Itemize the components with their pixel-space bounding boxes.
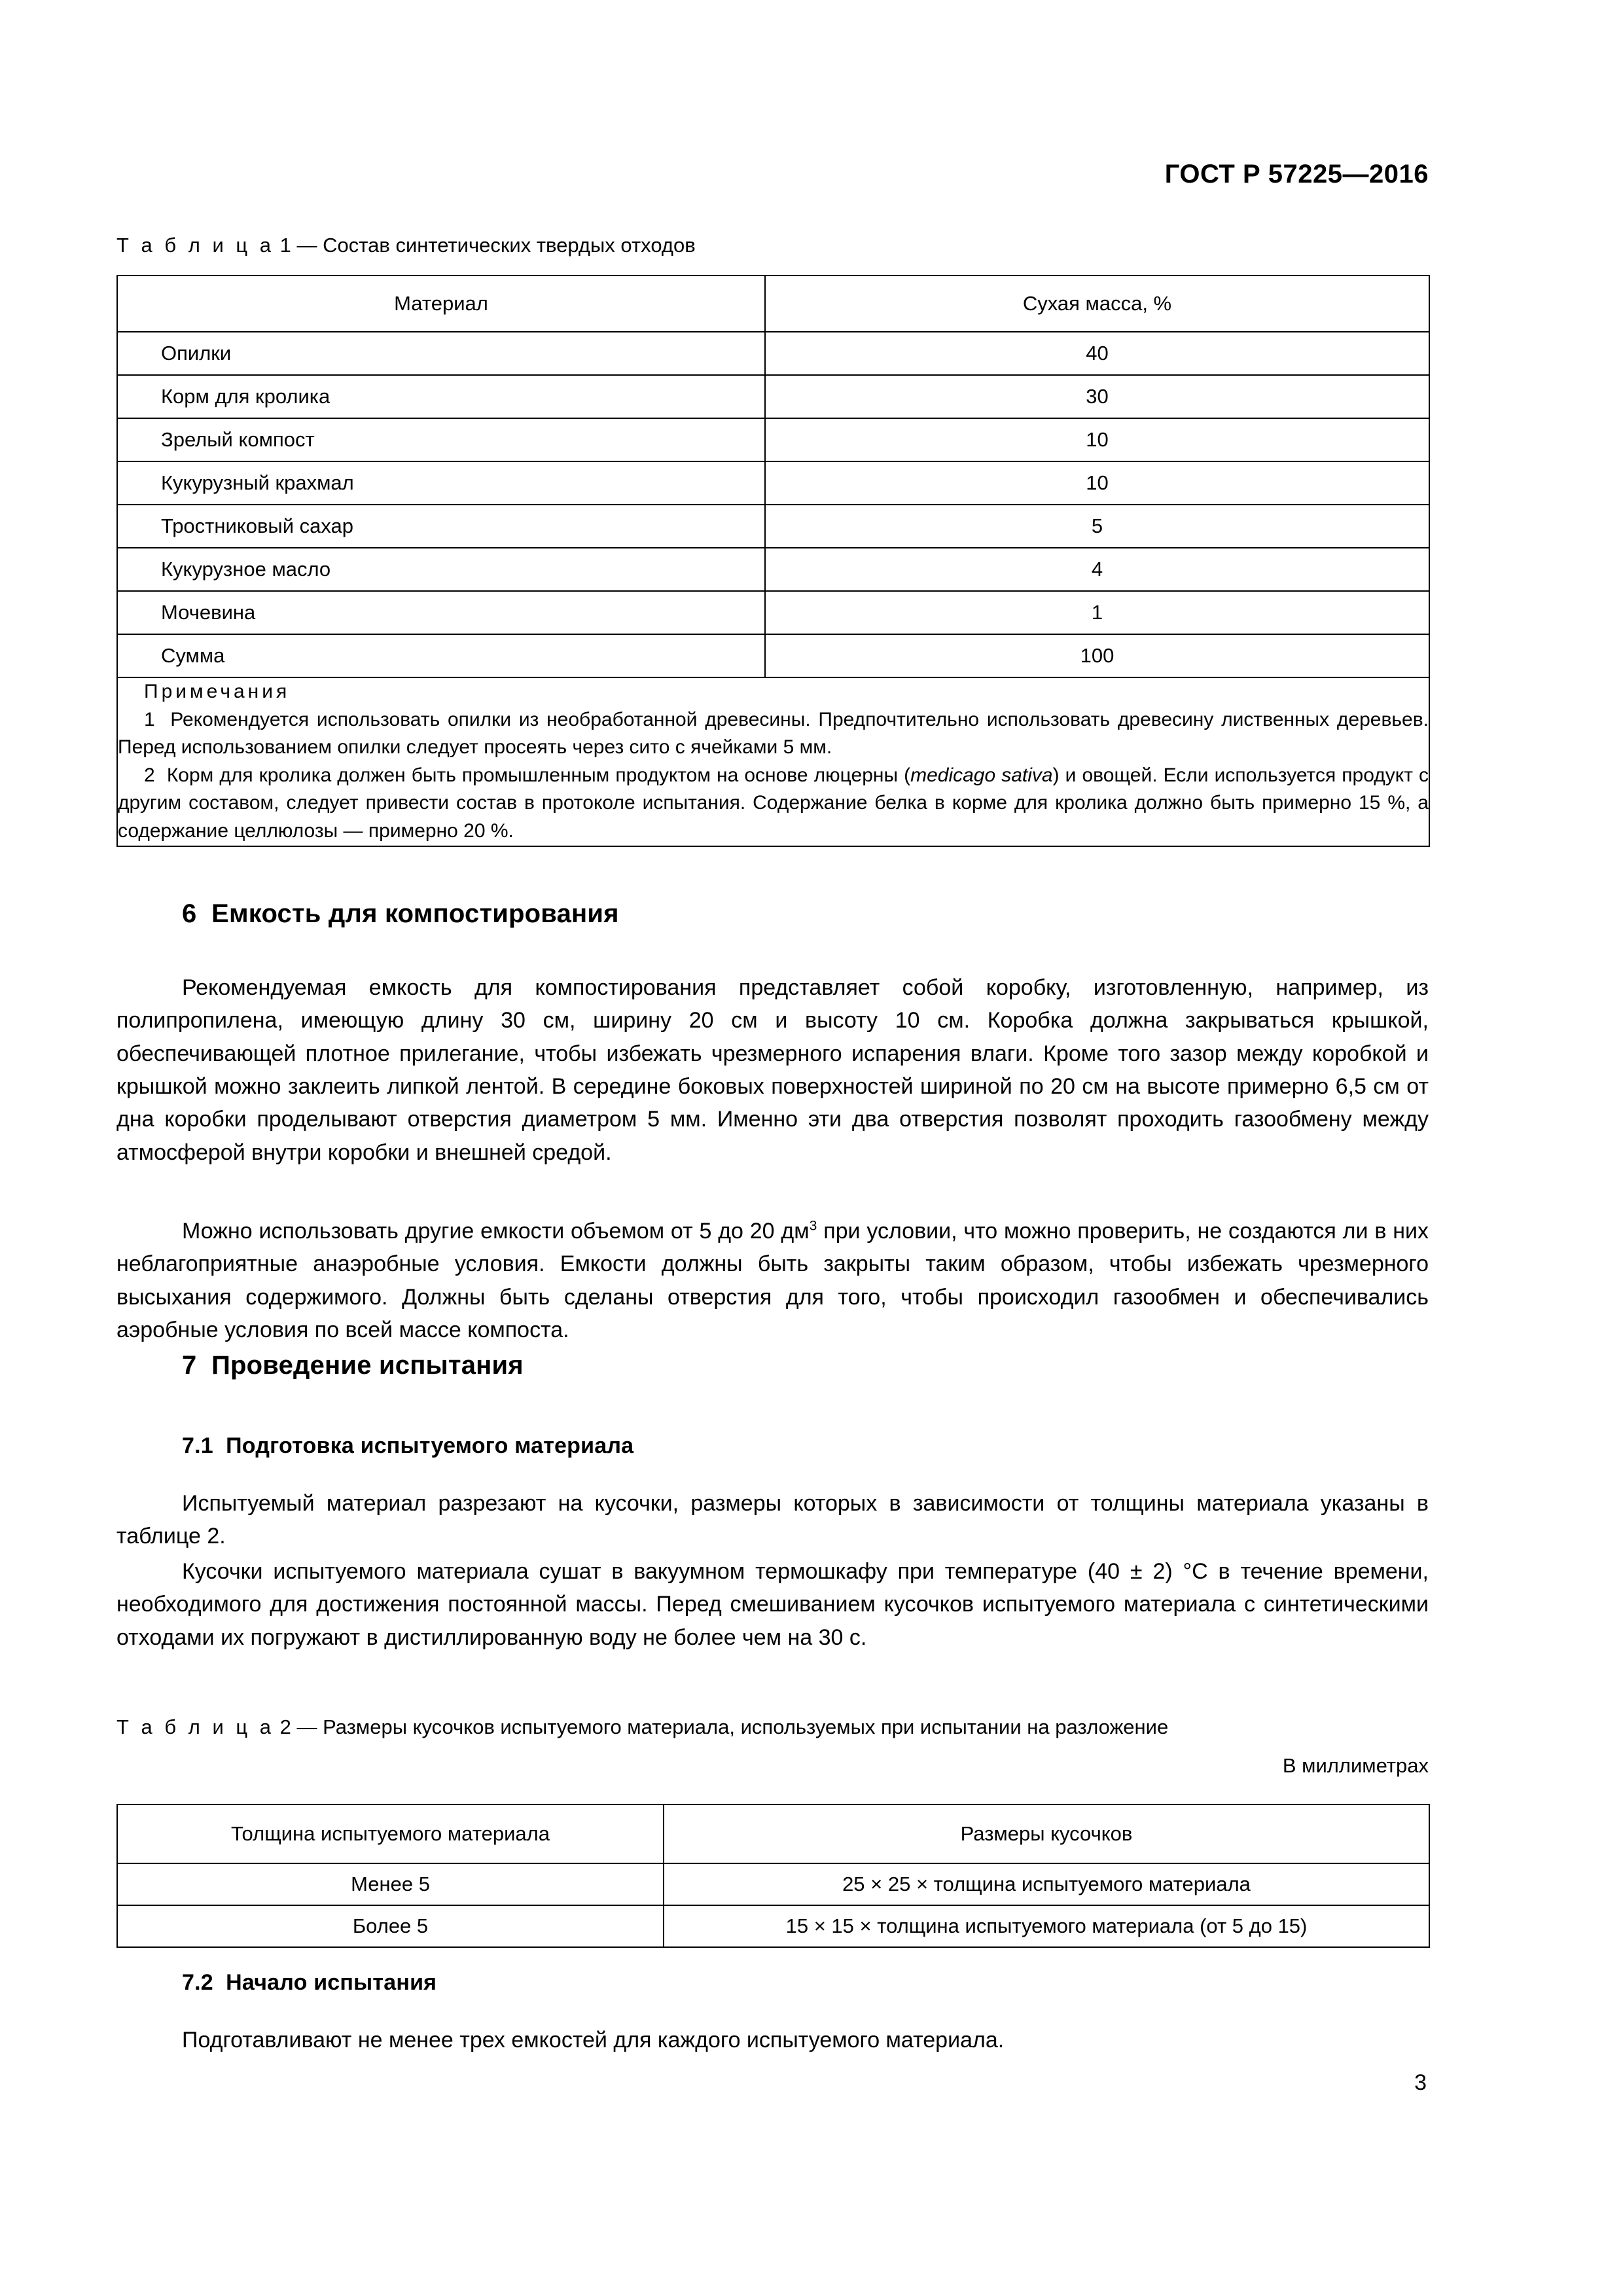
paragraph-text: Подготавливают не менее трех емкостей для каждого испытуемого материала. xyxy=(182,2028,1005,2053)
cubic-decimeter-superscript: 3 xyxy=(809,1218,817,1234)
note-2-species-name: medicago sativa xyxy=(910,764,1053,786)
table2-grid xyxy=(116,1804,1430,1948)
table2 xyxy=(116,1804,1430,1948)
section-7-heading xyxy=(116,1351,524,1380)
section-7-2-title: Начало испытания xyxy=(226,1970,437,1995)
table1-cell-drymass: 4 xyxy=(765,548,1429,591)
paragraph-text: Кусочки испытуемого материала сушат в вакуумном термошкафу при температуре (40 ± 2) °C в течение времени, необходимого для достижения постоянной массы. Перед смешиванием кусочков испытуемого материала с синтетическими отходами их погружают в дистиллированную воду не более чем на 30 с. xyxy=(116,1559,1429,1650)
note-2-text-part2: ) и овощей. Если используется продукт с другим составом, следует привести состав в протоколе испытания. Содержание белка в корме для кролика должно быть примерно 15 %, а содержание целлюлозы — примерно 20 %. xyxy=(118,764,1429,842)
table2-cell-thickness: Более 5 xyxy=(117,1905,664,1947)
table-row xyxy=(117,418,1429,461)
section-7-1-paragraph-2 xyxy=(116,1555,1429,1654)
table-row xyxy=(117,505,1429,548)
running-header: ГОСТ Р 57225—2016 xyxy=(1164,160,1429,188)
table-row xyxy=(117,375,1429,418)
table1-cell-drymass: 10 xyxy=(765,418,1429,461)
table1-cell-drymass: 30 xyxy=(765,375,1429,418)
table2-cell-sizes: 25 × 25 × толщина испытуемого материала xyxy=(664,1863,1429,1905)
table1-notes xyxy=(117,677,1429,846)
table1-cell-drymass: 1 xyxy=(765,591,1429,634)
note-2-number: 2 xyxy=(144,764,155,786)
table2-cell-thickness: Менее 5 xyxy=(117,1863,664,1905)
table1-cell-material: Опилки xyxy=(117,332,765,375)
table2-col-sizes: Размеры кусочков xyxy=(664,1804,1429,1863)
table1-cell-drymass: 100 xyxy=(765,634,1429,677)
paragraph-text: Рекомендуемая емкость для компостирования представляет собой коробку, изготовленную, например, из полипропилена, имеющую длину 30 см, ширину 20 см и высоту 10 см. Коробка должна закрываться крышкой, обеспечивающей плотное прилегание, чтобы избежать чрезмерного испарения влаги. Кроме того зазор между коробкой и крышкой можно заклеить липкой лентой. В середине боковых поверхностей шириной по 20 см на высоте примерно 6,5 см от дна коробки проделывают отверстия диаметром 5 мм. Именно эти два отверстия позволят проходить газообмену между атмосферой внутри коробки и внешней средой. xyxy=(116,975,1429,1165)
section-6-heading xyxy=(116,899,619,929)
table-row xyxy=(117,634,1429,677)
paragraph-2-part2: при условии, что можно проверить, не создаются ли в них неблагоприятные анаэробные условия. Емкости должны быть закрыты таким образом, чтобы избежать чрезмерного высыхания содержимого. Должны быть сделаны отверстия для того, чтобы происходил газообмен и обеспечивались аэробные условия по всей массе компоста. xyxy=(116,1219,1429,1342)
section-7-2-heading xyxy=(116,1970,437,1996)
section-7-1-paragraph-1 xyxy=(116,1487,1429,1553)
table1-caption xyxy=(116,233,696,259)
table2-caption-label: Т а б л и ц а xyxy=(116,1715,275,1738)
section-6-paragraph-2 xyxy=(116,1215,1429,1346)
table1-col-material: Материал xyxy=(117,276,765,332)
table1-header-row xyxy=(117,276,1429,332)
table1-caption-title: Состав синтетических твердых отходов xyxy=(323,234,696,257)
table1-caption-dash: — xyxy=(296,234,317,257)
section-6-paragraph-1 xyxy=(116,971,1429,1169)
note-1-number: 1 xyxy=(144,708,155,730)
paragraph-text xyxy=(116,1215,1429,1346)
table1-cell-material: Кукурузный крахмал xyxy=(117,461,765,505)
section-7-1-title: Подготовка испытуемого материала xyxy=(226,1433,634,1458)
table1-caption-number: 1 xyxy=(279,234,291,257)
table1-cell-material: Кукурузное масло xyxy=(117,548,765,591)
section-7-2-paragraph-1 xyxy=(116,2024,1429,2056)
paragraph-2-part1: Можно использовать другие емкости объемом от 5 до 20 дм xyxy=(182,1219,810,1244)
table2-units-note xyxy=(116,1754,1429,1778)
table1-cell-material: Корм для кролика xyxy=(117,375,765,418)
section-7-2-number: 7.2 xyxy=(182,1970,213,1995)
table-row xyxy=(117,548,1429,591)
table1-caption-label: Т а б л и ц а xyxy=(116,234,275,257)
table1-cell-material: Сумма xyxy=(117,634,765,677)
table1-grid xyxy=(116,275,1430,847)
paragraph-text: Испытуемый материал разрезают на кусочки, размеры которых в зависимости от толщины материала указаны в таблице 2. xyxy=(116,1491,1429,1549)
table2-caption-dash: — xyxy=(296,1715,317,1738)
table1-notes-row xyxy=(117,677,1429,846)
table1-cell-drymass: 5 xyxy=(765,505,1429,548)
table2-header-row xyxy=(117,1804,1429,1863)
page-number: 3 xyxy=(1414,2070,1427,2095)
section-6-number: 6 xyxy=(182,899,197,928)
table1-col-drymass: Сухая масса, % xyxy=(765,276,1429,332)
table1-cell-material: Мочевина xyxy=(117,591,765,634)
table-row xyxy=(117,1863,1429,1905)
section-6-title: Емкость для компостирования xyxy=(211,899,619,928)
table1-note-2 xyxy=(118,762,1429,846)
section-7-number: 7 xyxy=(182,1351,197,1380)
table-row xyxy=(117,1905,1429,1947)
section-7-title: Проведение испытания xyxy=(211,1351,524,1380)
table1-cell-drymass: 40 xyxy=(765,332,1429,375)
table1-notes-title: Примечания xyxy=(144,681,291,702)
section-7-1-heading xyxy=(116,1433,633,1459)
note-2-text-part1: Корм для кролика должен быть промышленным продуктом на основе люцерны ( xyxy=(166,764,911,786)
table1-cell-material: Зрелый компост xyxy=(117,418,765,461)
table2-col-thickness: Толщина испытуемого материала xyxy=(117,1804,664,1863)
table-row xyxy=(117,591,1429,634)
table1-cell-material: Тростниковый сахар xyxy=(117,505,765,548)
table2-caption-number: 2 xyxy=(279,1715,291,1738)
table-row xyxy=(117,461,1429,505)
table2-caption xyxy=(116,1715,1168,1740)
table2-cell-sizes: 15 × 15 × толщина испытуемого материала (от 5 до 15) xyxy=(664,1905,1429,1947)
table1-cell-drymass: 10 xyxy=(765,461,1429,505)
units-label: В миллиметрах xyxy=(1282,1754,1429,1777)
table1-note-1 xyxy=(118,706,1429,762)
table-row xyxy=(117,332,1429,375)
table1 xyxy=(116,275,1430,847)
table2-caption-title: Размеры кусочков испытуемого материала, используемых при испытании на разложение xyxy=(323,1715,1169,1738)
section-7-1-number: 7.1 xyxy=(182,1433,213,1458)
note-1-text: Рекомендуется использовать опилки из необработанной древесины. Предпочтительно использовать древесину лиственных деревьев. Перед использованием опилки следует просеять через сито с ячейками 5 мм. xyxy=(118,708,1429,759)
